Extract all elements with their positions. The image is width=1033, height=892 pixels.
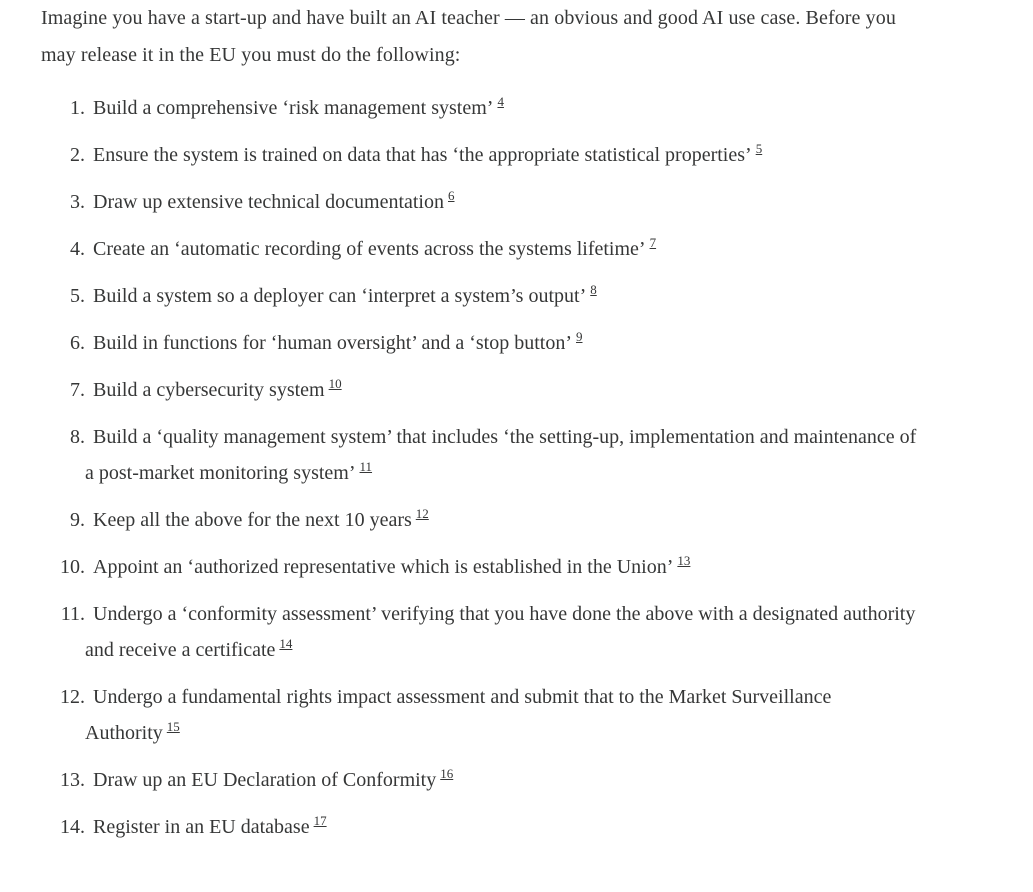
list-item-body bbox=[85, 90, 921, 126]
list-item bbox=[41, 596, 921, 668]
list-item-text: Build a comprehensive ‘risk management system’ bbox=[93, 97, 494, 119]
list-item-text: Build a ‘quality management system’ that includes ‘the setting-up, implementation and maintenance of a post-market monitoring system’ bbox=[85, 426, 917, 484]
footnote-link[interactable]: 16 bbox=[440, 766, 454, 781]
list-item-body bbox=[85, 137, 921, 173]
list-item-body bbox=[85, 596, 921, 668]
footnote-link[interactable]: 15 bbox=[166, 719, 180, 734]
list-item-number: 14. bbox=[60, 816, 85, 838]
list-item-body bbox=[85, 419, 921, 491]
list-item bbox=[41, 762, 921, 798]
footnote-link[interactable]: 8 bbox=[590, 282, 597, 297]
list-item-number: 9. bbox=[70, 509, 85, 531]
list-item-text: Undergo a ‘conformity assessment’ verifying that you have done the above with a designated authority and receive a certificate bbox=[85, 603, 916, 661]
list-item bbox=[41, 372, 921, 408]
list-item-body bbox=[85, 502, 921, 538]
list-item-body bbox=[85, 325, 921, 361]
list-item-number: 12. bbox=[60, 686, 85, 708]
list-item bbox=[41, 549, 921, 585]
list-item-text: Create an ‘automatic recording of events across the systems lifetime’ bbox=[93, 238, 646, 260]
list-item-number: 4. bbox=[70, 238, 85, 260]
list-item-text: Build a cybersecurity system bbox=[93, 379, 325, 401]
list-item-text: Register in an EU database bbox=[93, 816, 310, 838]
list-item-text: Build a system so a deployer can ‘interpret a system’s output’ bbox=[93, 285, 587, 307]
list-item-body bbox=[85, 372, 921, 408]
list-item-number: 5. bbox=[70, 285, 85, 307]
list-item-body bbox=[85, 762, 921, 798]
list-item-number: 3. bbox=[70, 191, 85, 213]
list-item bbox=[41, 137, 921, 173]
requirements-list bbox=[41, 90, 921, 845]
list-item-text: Undergo a fundamental rights impact assessment and submit that to the Market Surveillance Authority bbox=[85, 686, 832, 744]
footnote-link[interactable]: 7 bbox=[649, 235, 657, 250]
footnote-link[interactable]: 10 bbox=[328, 376, 342, 391]
intro-paragraph: Imagine you have a start-up and have built an AI teacher — an obvious and good AI use case. Before you may release it in the EU you must do the following: bbox=[41, 7, 896, 66]
footnote-link[interactable]: 5 bbox=[755, 141, 763, 156]
list-item-number: 8. bbox=[70, 426, 85, 448]
list-item-body bbox=[85, 278, 921, 314]
list-item-body bbox=[85, 549, 921, 585]
list-item-text: Ensure the system is trained on data that has ‘the appropriate statistical properties’ bbox=[93, 144, 752, 166]
footnote-link[interactable]: 12 bbox=[415, 506, 429, 521]
list-item bbox=[41, 419, 921, 491]
list-item-number: 10. bbox=[60, 556, 85, 578]
footnote-link[interactable]: 11 bbox=[359, 459, 373, 474]
list-item-number: 6. bbox=[70, 332, 85, 354]
list-item-body bbox=[85, 809, 921, 845]
footnote-link[interactable]: 6 bbox=[448, 188, 455, 203]
list-item bbox=[41, 278, 921, 314]
footnote-link[interactable]: 4 bbox=[497, 94, 504, 109]
list-item-body bbox=[85, 184, 921, 220]
list-item bbox=[41, 679, 921, 751]
footnote-link[interactable]: 13 bbox=[677, 553, 691, 568]
list-item-text: Appoint an ‘authorized representative which is established in the Union’ bbox=[93, 556, 674, 578]
list-item-number: 7. bbox=[70, 379, 85, 401]
list-item bbox=[41, 184, 921, 220]
list-item-number: 11. bbox=[60, 603, 85, 625]
list-item-text: Draw up extensive technical documentation bbox=[93, 191, 444, 213]
list-item bbox=[41, 809, 921, 845]
list-item bbox=[41, 90, 921, 126]
list-item-number: 2. bbox=[70, 144, 85, 166]
article-body bbox=[41, 0, 921, 856]
list-item-text: Keep all the above for the next 10 years bbox=[93, 509, 412, 531]
list-item-body bbox=[85, 231, 921, 267]
footnote-link[interactable]: 17 bbox=[313, 813, 327, 828]
list-item-text: Draw up an EU Declaration of Conformity bbox=[93, 769, 437, 791]
footnote-link[interactable]: 9 bbox=[576, 329, 583, 344]
footnote-link[interactable]: 14 bbox=[279, 636, 293, 651]
list-item-text: Build in functions for ‘human oversight’ and a ‘stop button’ bbox=[93, 332, 572, 354]
list-item bbox=[41, 502, 921, 538]
list-item bbox=[41, 231, 921, 267]
list-item bbox=[41, 325, 921, 361]
list-item-number: 1. bbox=[70, 97, 85, 119]
list-item-number: 13. bbox=[60, 769, 85, 791]
list-item-body bbox=[85, 679, 921, 751]
